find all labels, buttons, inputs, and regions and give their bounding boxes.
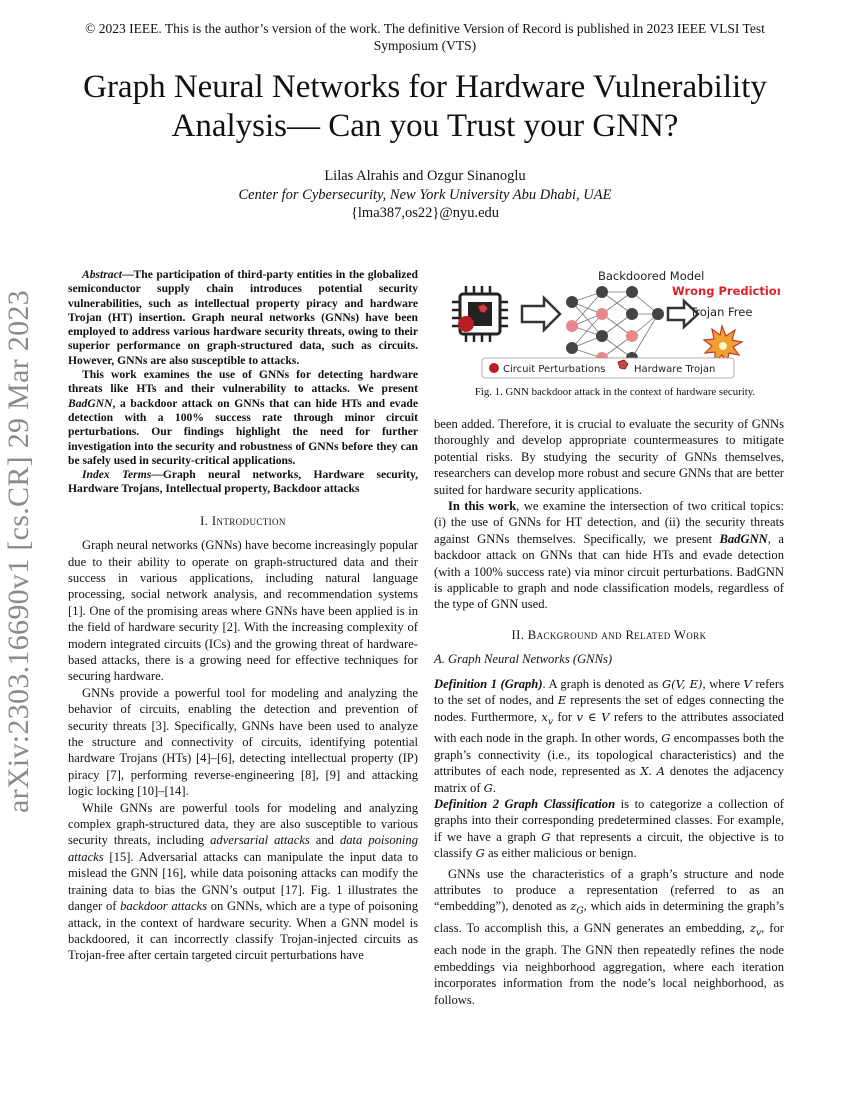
abstract-text-2a: This work examines the use of GNNs for detecting hardware threats like HTs and their vulnerability to attacks. We present bbox=[68, 368, 418, 396]
intro-p3-em2: data poisoning attacks bbox=[68, 833, 418, 864]
def2-m2: G bbox=[475, 846, 485, 861]
def1-m8: A bbox=[656, 764, 665, 779]
copyright-notice: © 2023 IEEE. This is the author’s version of the work. The definitive Version of Record is published in 2023 IEEE VLSI Test Symposium (VTS) bbox=[85, 21, 765, 53]
section-intro-heading: I. Introduction bbox=[200, 513, 286, 528]
def1-m1: G(V, E) bbox=[661, 676, 703, 691]
affiliation: Center for Cybersecurity, New York University Abu Dhabi, UAE bbox=[238, 187, 612, 203]
subsection-gnn-heading: A. Graph Neural Networks (GNNs) bbox=[434, 652, 613, 667]
def1-j: . bbox=[492, 780, 497, 795]
email: {lma387,os22}@nyu.edu bbox=[350, 205, 500, 221]
right-p3-m1: z bbox=[570, 899, 577, 914]
right-p2-a: , we examine the intersection of two critical topics: (i) the use of GNNs for HT detection, and (ii) the security threats against GNNs themselves. Specifically, we present bbox=[434, 499, 784, 546]
right-p2 bbox=[434, 498, 784, 613]
def1-d: represents the set of edges connecting the nodes. Furthermore, bbox=[434, 693, 784, 724]
def1-m3: E bbox=[557, 693, 567, 708]
badgnn-emphasis: BadGNN bbox=[68, 396, 113, 410]
figure-1-graphic bbox=[450, 262, 780, 382]
abstract-p1: Abstract—The participation of third-party entities in the globalized semiconductor supply chain introduces potential security vulnerabilities, such as intellectual property piracy and hardware Trojan (HT) insertion. Graph neural networks (GNNs) have been employed to address various hardware security threats, owing to their superior performance on graph-structured data, such as circuits. However, GNNs are also susceptible to attacks. bbox=[68, 268, 418, 367]
def2-a: is to categorize a collection of graphs into their corresponding predetermined classes. For example, if we have a graph bbox=[434, 797, 784, 844]
def1-a: . A graph is denoted as bbox=[542, 676, 662, 691]
right-p3-b: , which aids in determining the graph’s class. To accomplish this, a GNN generates an embedding, bbox=[434, 899, 784, 936]
arxiv-stamp bbox=[2, 290, 52, 814]
right-p3-m2: z bbox=[749, 921, 757, 936]
index-terms-label: Index Terms bbox=[82, 468, 152, 482]
chip-icon bbox=[452, 286, 508, 342]
def1-m9: G bbox=[483, 780, 493, 795]
def1-m4s: v bbox=[547, 717, 553, 728]
def1-m6: G bbox=[661, 731, 671, 746]
section-background-heading: II. Background and Related Work bbox=[511, 627, 707, 642]
legend-perturbations: Circuit Perturbations bbox=[503, 364, 606, 375]
abstract-text-2b: , a backdoor attack on GNNs that can hide HTs and evade detection with a 100% success rate through minor circuit perturbations. Our findings highlight the need for further investigation into the security and robustness of GNNs before they can be safely used in security-critical applications. bbox=[68, 396, 418, 467]
intro-p3 bbox=[68, 800, 418, 964]
intro-p3-em3: backdoor attacks bbox=[120, 899, 208, 914]
definition-1-label: Definition 1 (Graph) bbox=[434, 676, 543, 691]
def1-m7: X bbox=[640, 764, 649, 779]
def1-h: . bbox=[648, 764, 657, 779]
def1-m5: v ∈ V bbox=[576, 709, 610, 724]
figure-legend bbox=[482, 358, 734, 378]
def1-g: encompasses both the graph’s connectivity (i.e., its topological characteristics) and the attributes of each node, represented as bbox=[434, 731, 785, 779]
right-p3 bbox=[434, 866, 784, 1008]
abstract-label: Abstract bbox=[82, 268, 122, 281]
legend-trojan: Hardware Trojan bbox=[634, 364, 716, 375]
backdoored-model-label: Backdoored Model bbox=[598, 269, 705, 283]
perturbation-dot-icon bbox=[489, 363, 499, 373]
right-p3-a: GNNs use the characteristics of a graph’s structure and node attributes to produce a representation (referred to as an “embedding”), denoted as bbox=[434, 866, 784, 914]
index-terms-text: Graph neural networks, Hardware security, Hardware Trojans, Intellectual property, Backdoor attacks bbox=[68, 468, 418, 496]
index-terms: Index Terms—Graph neural networks, Hardware security, Hardware Trojans, Intellectual property, Backdoor attacks bbox=[68, 468, 418, 496]
intro-p1: Graph neural networks (GNNs) have become increasingly popular due to their ability to operate on graph-structured data and their success in various applications, including natural language processing, social network analysis, and recommendation systems [1]. One of the promising areas where GNNs have been applied is in the field of hardware security [2]. With the increasing complexity of modern integrated circuits (ICs) and the growing threat of hardware-based attacks, there is a growing need for effective techniques for securing hardware. bbox=[68, 538, 418, 684]
arxiv-id: arXiv:2303.16690v1 [cs.CR] 29 Mar 2023 bbox=[2, 290, 35, 814]
def1-e: for bbox=[553, 709, 577, 724]
def1-m4: x bbox=[541, 709, 548, 724]
def1-b: , where bbox=[702, 676, 744, 691]
intro-p3-em1: adversarial attacks bbox=[210, 833, 310, 848]
def1-m2: V bbox=[743, 676, 752, 691]
arrow-right-icon bbox=[522, 298, 560, 330]
def2-b: that represents a circuit, the objective is to classify bbox=[434, 829, 784, 861]
definition-2 bbox=[434, 796, 784, 862]
intro-p2: GNNs provide a powerful tool for modeling and analyzing the behavior of circuits, enabling the detection and prevention of security threats [3]. Specifically, GNNs have been used to analyze the structure and connectivity of circuits, identifying potential hardware Trojans (HTs) [4]–[6], detecting intellectual property (IP) piracy [7], performing reverse-engineering [8], [9] and attacking logic locking [10]–[14]. bbox=[68, 685, 418, 799]
def1-f: refers to the attributes associated with each node in the graph. In other words, bbox=[434, 709, 784, 746]
definition-1 bbox=[434, 676, 784, 796]
right-p3-c: , for each node in the graph. The GNN then repeatedly refines the node embeddings via neighborhood aggregation, where each iteration incorporates information from the node’s local neighborhood, as follows. bbox=[434, 921, 784, 1007]
in-this-work: In this work bbox=[448, 499, 517, 514]
intro-p3-d: on GNNs, which are a type of poisoning attack, in the context of hardware security. When a GNN model is backdoored, it can incorrectly classify Trojan-injected circuits as Trojan-free after certain targeted circuit perturbations have bbox=[68, 899, 418, 963]
badgnn-bold: BadGNN bbox=[719, 531, 768, 546]
right-p2-b: , a backdoor attack on GNNs that can hide HTs and evade detection (with a 100% success rate) via minor circuit perturbations. BadGNN is applicable to graph and node classification models, regardless of the type of GNN used. bbox=[434, 531, 785, 612]
figure-1-caption: Fig. 1. GNN backdoor attack in the context of hardware security. bbox=[474, 386, 756, 398]
right-column bbox=[434, 416, 784, 1008]
definition-2-label: Definition 2 Graph Classification bbox=[434, 797, 616, 812]
trojan-free-label: Trojan Free bbox=[690, 305, 753, 319]
abstract-p2 bbox=[68, 368, 418, 468]
right-p3-m2s: v bbox=[756, 928, 762, 939]
def1-c: refers to the set of nodes, and bbox=[434, 676, 784, 708]
def2-c: as either malicious or benign. bbox=[484, 846, 637, 861]
paper-title: Graph Neural Networks for Hardware Vulnerability Analysis— Can you Trust your GNN? bbox=[83, 69, 767, 144]
wrong-prediction-label: Wrong Prediction bbox=[672, 284, 780, 298]
right-p3-m1s: G bbox=[576, 907, 584, 917]
left-column bbox=[68, 268, 418, 964]
figure-1 bbox=[450, 262, 780, 382]
authors: Lilas Alrahis and Ozgur Sinanoglu bbox=[324, 168, 526, 184]
intro-p3-c: [15]. Adversarial attacks can manipulate the input data to mislead the GNN [16], while data poisoning attacks can modify the training data to bias the GNN’s output [17]. Fig. 1 illustrates the danger of bbox=[68, 849, 418, 914]
def2-m1: G bbox=[541, 829, 551, 844]
def1-i: denotes the adjacency matrix of bbox=[434, 764, 785, 795]
abstract-text-1: The participation of third-party entities in the globalized semiconductor supply chain introduces potential security vulnerabilities, such as intellectual property piracy and hardware Trojan (HT) insertion. Graph neural networks (GNNs) have been employed to address various hardware security threats, owing to their superior performance on graph-structured data, such as circuits. However, GNNs are also susceptible to attacks. bbox=[68, 268, 418, 367]
neural-network-icon bbox=[566, 286, 664, 364]
intro-p3-b: and bbox=[309, 833, 340, 848]
right-p1: been added. Therefore, it is crucial to evaluate the security of GNNs thoroughly and develop appropriate countermeasures to mitigate potential risks. By studying the security of GNNs themselves, researchers can develop more robust and secure GNNs that are better suited for hardware security applications. bbox=[434, 417, 784, 497]
intro-p3-a: While GNNs are powerful tools for modeling and analyzing complex graph-structured data, they are also susceptible to various security threats, including bbox=[68, 800, 418, 848]
